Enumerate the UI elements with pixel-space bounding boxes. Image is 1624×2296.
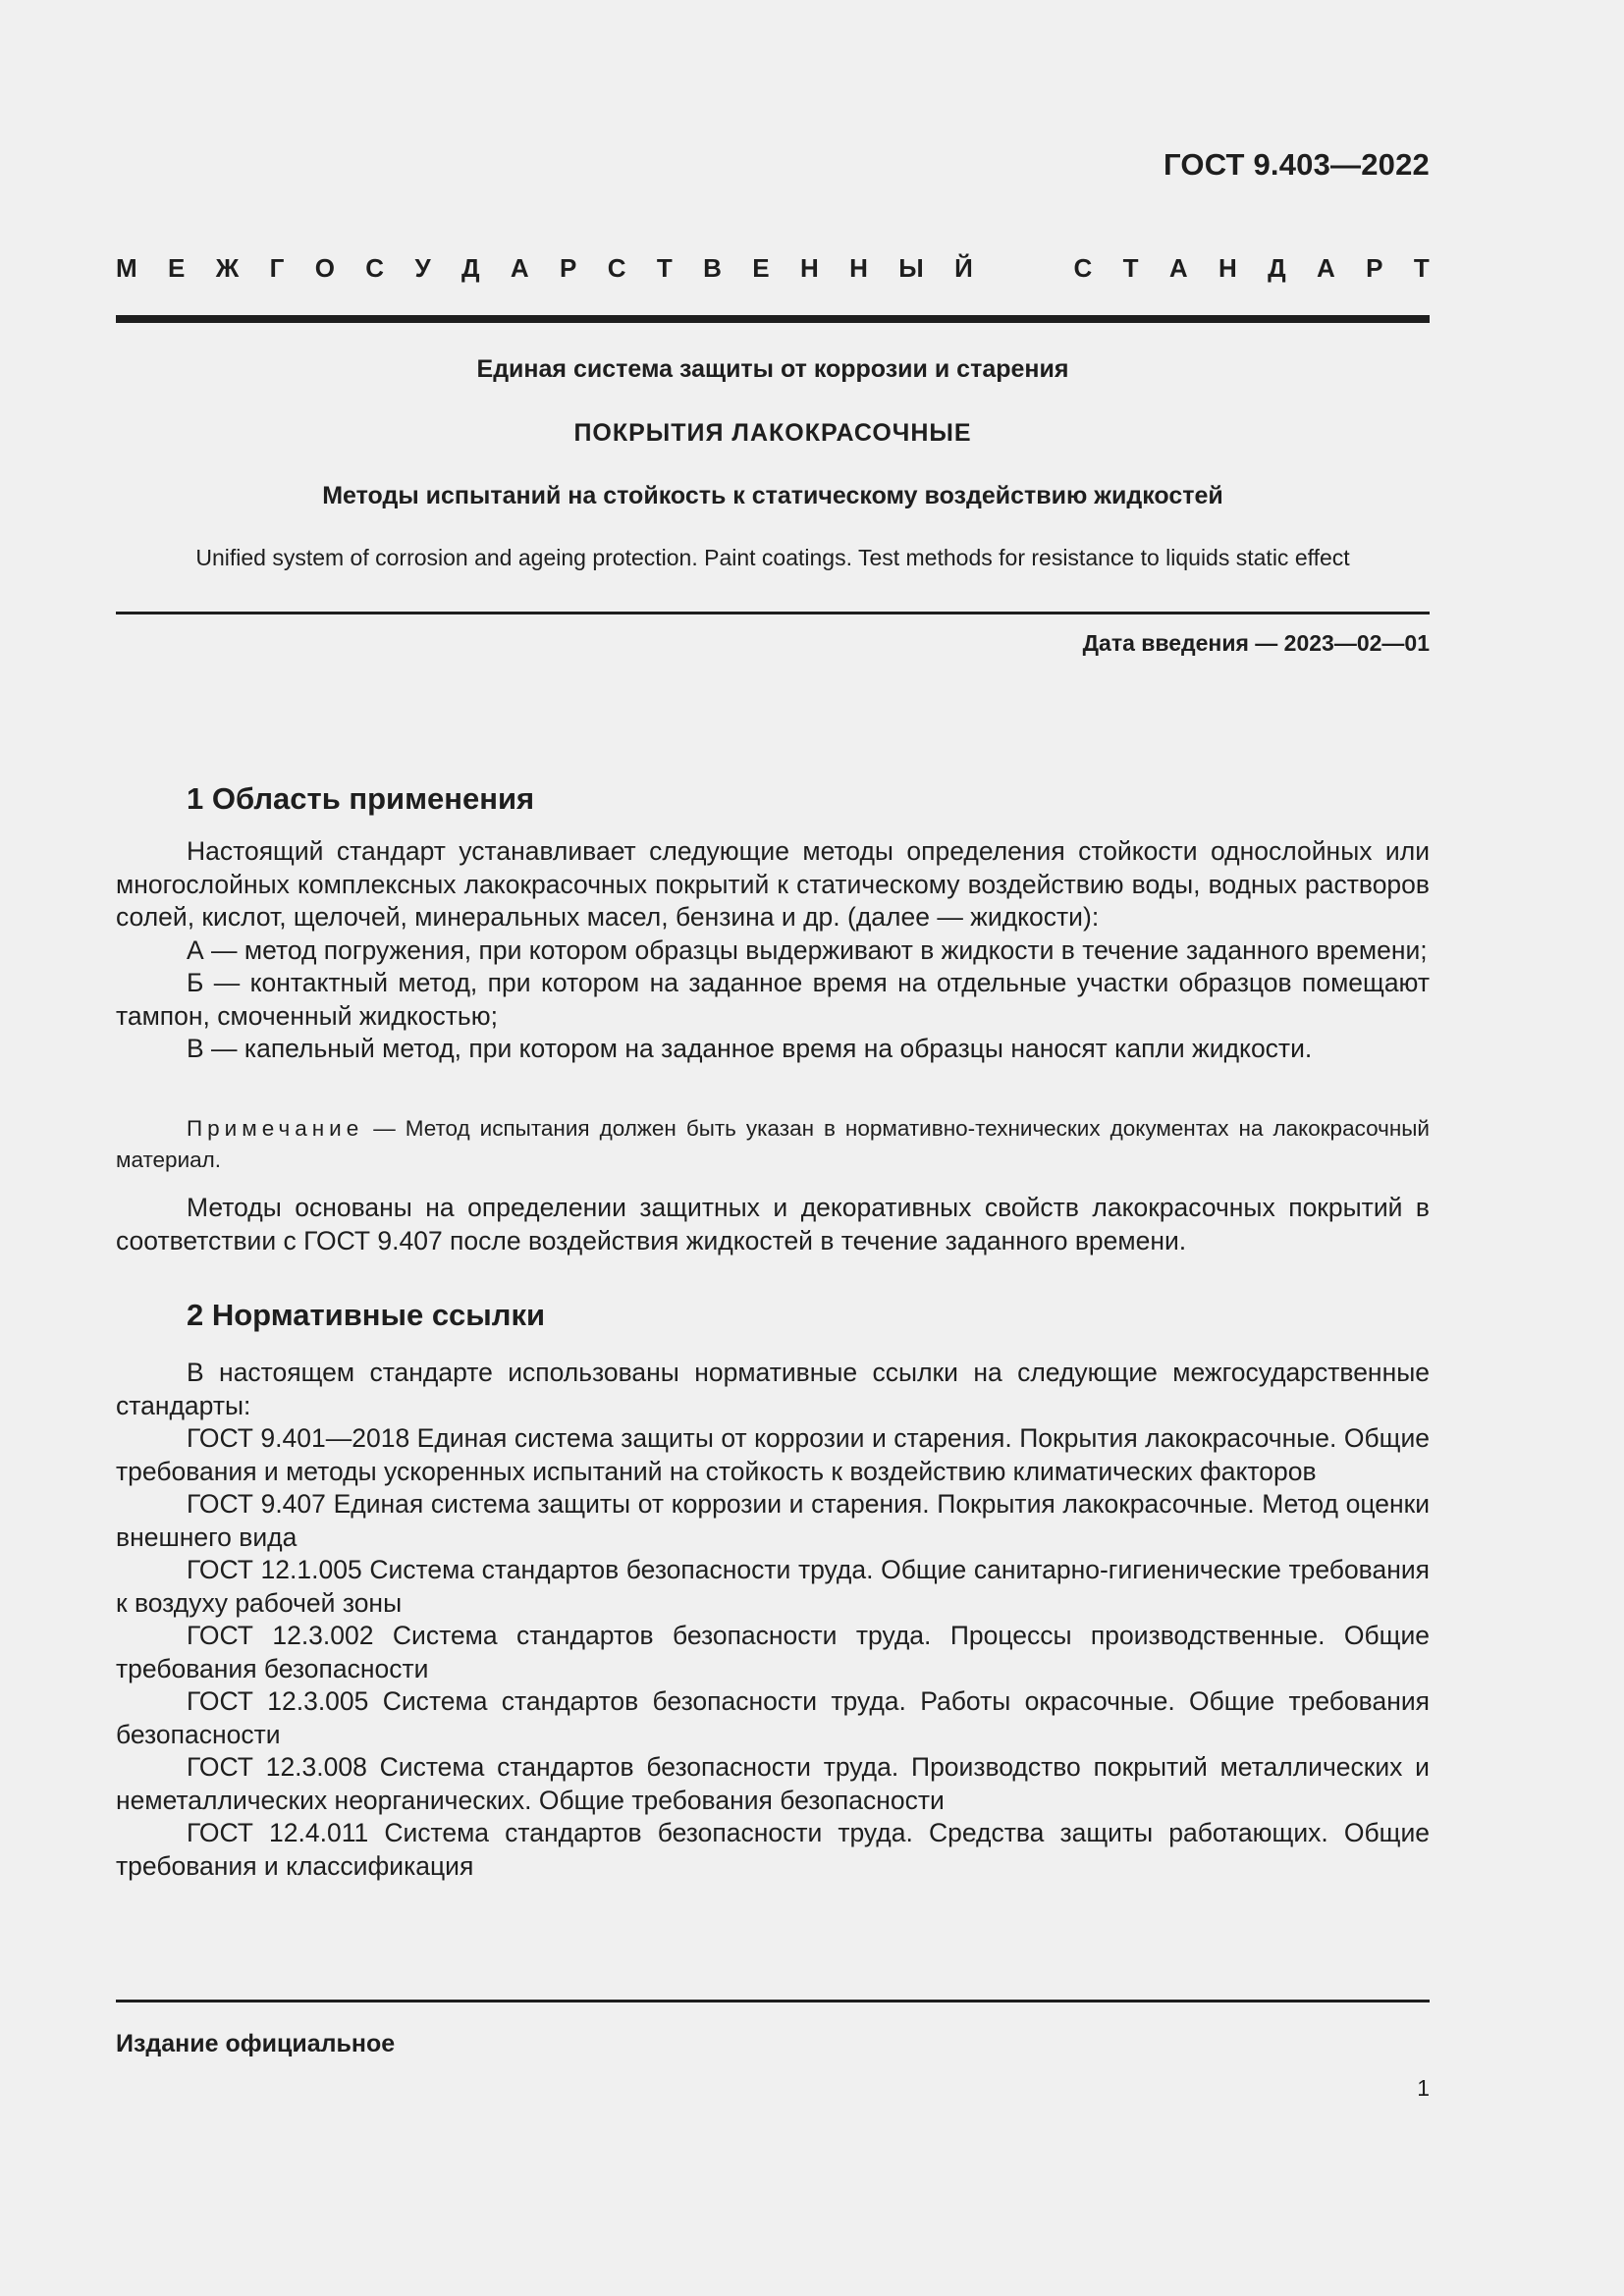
banner-letter: Р [560, 253, 577, 283]
section-2-heading: 2 Нормативные ссылки [187, 1298, 546, 1332]
reference-item: ГОСТ 12.3.005 Система стандартов безопасности труда. Работы окрасочные. Общие требования безопасности [116, 1686, 1430, 1749]
reference-item: ГОСТ 12.4.011 Система стандартов безопасности труда. Средства защиты работающих. Общие требования и классификация [116, 1818, 1430, 1881]
banner-letter: В [703, 253, 722, 283]
note-text: — Метод испытания должен быть указан в нормативно-технических документах на лакокрасочный материал. [116, 1116, 1430, 1172]
banner-letter: Й [954, 253, 973, 283]
section-2-body [116, 1357, 1430, 1883]
note-paragraph [116, 1113, 1430, 1176]
banner-letter: О [314, 253, 335, 283]
section-1-heading: 1 Область применения [187, 781, 535, 816]
banner-letter: Т [1413, 253, 1430, 283]
reference-item: ГОСТ 12.1.005 Система стандартов безопасности труда. Общие санитарно-гигиенические требования к воздуху рабочей зоны [116, 1555, 1430, 1618]
banner-letter: М [116, 253, 137, 283]
header-divider-thick [116, 315, 1430, 323]
paragraph: Методы основаны на определении защитных и декоративных свойств лакокрасочных покрытий в соответствии с ГОСТ 9.407 после воздействия жидкостей в течение заданного времени. [116, 1193, 1430, 1255]
paragraph: А — метод погружения, при котором образцы выдерживают в жидкости в течение заданного времени; [187, 934, 1428, 965]
reference-item: ГОСТ 12.3.008 Система стандартов безопасности труда. Производство покрытий металлических и неметаллических неорганических. Общие требования безопасности [116, 1752, 1430, 1815]
note-label: Примечание [187, 1116, 364, 1141]
method-title: Методы испытаний на стойкость к статическому воздействию жидкостей [322, 482, 1223, 509]
paragraph: В настоящем стандарте использованы нормативные ссылки на следующие межгосударственные стандарты: [116, 1358, 1430, 1420]
reference-item: ГОСТ 9.401—2018 Единая система защиты от коррозии и старения. Покрытия лакокрасочные. Общие требования и методы ускоренных испытаний на стойкость к воздействию климатических факторов [116, 1423, 1430, 1486]
paragraph: Б — контактный метод, при котором на заданное время на отдельные участки образцов помещают тампон, смоченный жидкостью; [116, 968, 1430, 1031]
section-1-final [116, 1192, 1430, 1257]
banner-letter: Д [1268, 253, 1286, 283]
paragraph: Настоящий стандарт устанавливает следующие методы определения стойкости однослойных или многослойных комплексных лакокрасочных покрытий к статическому воздействию воды, водных растворов солей, кислот, щелочей, минеральных масел, бензина и др. (далее — жидкости): [116, 836, 1430, 932]
banner-word-gap [1003, 253, 1043, 284]
reference-item: ГОСТ 9.407 Единая система защиты от коррозии и старения. Покрытия лакокрасочные. Метод оценки внешнего вида [116, 1489, 1430, 1552]
banner-letter: Н [1218, 253, 1237, 283]
banner-letter: А [510, 253, 529, 283]
banner-letter: Р [1366, 253, 1383, 283]
page-number: 1 [1417, 2075, 1430, 2101]
reference-item: ГОСТ 12.3.002 Система стандартов безопасности труда. Процессы производственные. Общие требования безопасности [116, 1621, 1430, 1683]
banner-letter: Д [460, 253, 480, 283]
banner-letter: Н [799, 253, 819, 283]
title-divider [116, 612, 1430, 614]
banner-letter: А [1168, 253, 1188, 283]
english-title: Unified system of corrosion and ageing protection. Paint coatings. Test methods for resistance to liquids static effect [195, 545, 1350, 570]
banner-letter: С [1073, 253, 1093, 283]
banner-letter: У [414, 253, 431, 283]
edition-label: Издание официальное [116, 2030, 396, 2057]
banner-letter: Т [1122, 253, 1139, 283]
banner-letter: А [1317, 253, 1335, 283]
footer-divider [116, 2000, 1430, 2002]
banner-letter: Е [168, 253, 186, 283]
system-title: Единая система защиты от коррозии и старения [476, 355, 1069, 383]
banner-letter: Е [752, 253, 770, 283]
coating-title: ПОКРЫТИЯ ЛАКОКРАСОЧНЫЕ [573, 419, 972, 447]
banner-letter: Ы [898, 253, 924, 283]
note [116, 1113, 1430, 1176]
banner-letter: Т [656, 253, 673, 283]
document-number: ГОСТ 9.403—2022 [1164, 147, 1430, 182]
introduction-date: Дата введения — 2023—02—01 [1082, 630, 1430, 656]
banner-letter: Ж [215, 253, 240, 283]
banner-letter: Г [269, 253, 285, 283]
banner-letter: С [365, 253, 385, 283]
interstate-standard-banner [116, 253, 1430, 284]
banner-letter: Н [849, 253, 868, 283]
banner-letter: С [607, 253, 626, 283]
section-1-body [116, 835, 1430, 1066]
paragraph: В — капельный метод, при котором на заданное время на образцы наносят капли жидкости. [187, 1034, 1313, 1063]
